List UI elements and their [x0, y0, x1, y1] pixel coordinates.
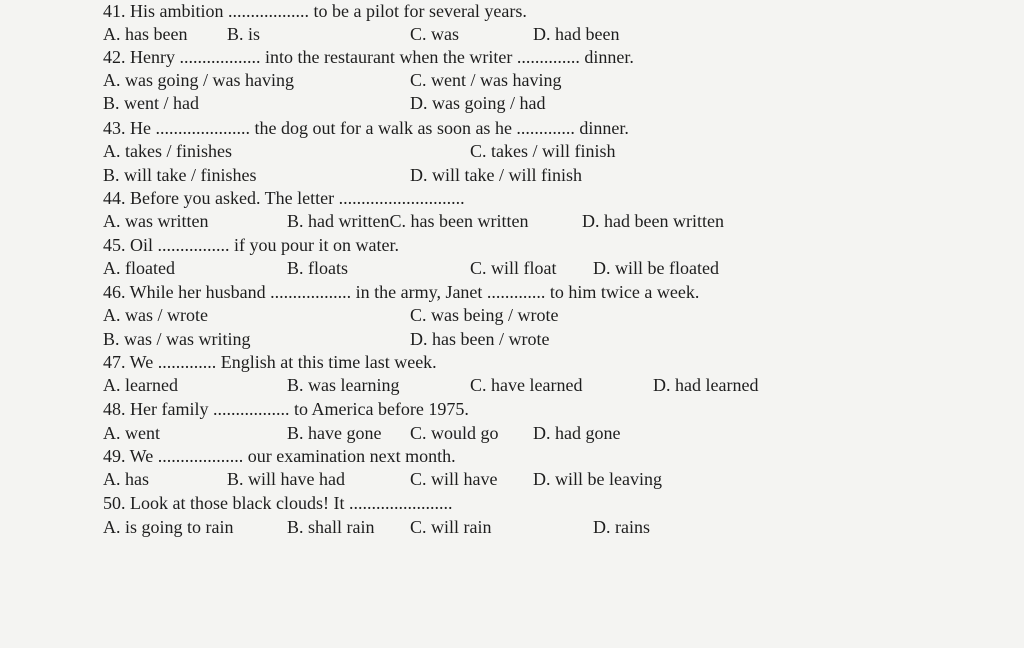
option-d: D. will be floated [593, 258, 719, 278]
option-a: A. floated [103, 258, 175, 278]
option-c: C. takes / will finish [470, 141, 616, 161]
option-d: D. was going / had [410, 93, 546, 113]
stem-text: 47. We ............. English at this time last week. [103, 352, 437, 372]
option-b: B. is [227, 24, 261, 44]
option-a: A. takes / finishes [103, 141, 232, 161]
stem-text: 49. We ................... our examination next month. [103, 446, 456, 466]
option-b: B. was learning [287, 375, 400, 395]
option-a: A. has [103, 469, 149, 489]
option-b: B. will take / finishes [103, 165, 257, 185]
option-c: C. was being / wrote [410, 305, 559, 325]
stem-text: 48. Her family ................. to America before 1975. [103, 399, 469, 419]
option-a: A. was going / was having [103, 70, 294, 90]
option-d: D. will be leaving [533, 469, 662, 489]
option-c: C. was [410, 24, 459, 44]
option-d: D. had been written [582, 211, 724, 231]
option-b: B. went / had [103, 93, 199, 113]
option-c: C. will have [410, 469, 498, 489]
option-d: D. rains [593, 517, 650, 537]
stem-text: 45. Oil ................ if you pour it on water. [103, 235, 399, 255]
option-b: B. floats [287, 258, 348, 278]
option-a: A. was / wrote [103, 305, 208, 325]
options-row [0, 516, 650, 648]
stem-text: 42. Henry .................. into the restaurant when the writer .............. dinner. [103, 47, 634, 67]
stem-text: 50. Look at those black clouds! It ....................... [103, 493, 453, 513]
option-c: C. have learned [470, 375, 583, 395]
option-c: C. would go [410, 423, 499, 443]
option-d: D. has been / wrote [410, 329, 550, 349]
option-b: B. will have had [227, 469, 345, 489]
option-d: D. had gone [533, 423, 621, 443]
option-c: C. went / was having [410, 70, 562, 90]
option-a: A. is going to rain [103, 517, 234, 537]
option-d: D. had learned [653, 375, 759, 395]
stem-text: 46. While her husband .................. in the army, Janet ............. to him twice a week. [103, 282, 700, 302]
option-d: D. had been [533, 24, 620, 44]
option-a: A. was written [103, 211, 209, 231]
option-a: A. went [103, 423, 160, 443]
option-b: B. was / was writing [103, 329, 251, 349]
stem-text: 41. His ambition .................. to be a pilot for several years. [103, 1, 527, 21]
option-c: C. will rain [410, 517, 492, 537]
option-b-c: B. had writtenC. has been written [287, 211, 529, 231]
stem-text: 43. He ..................... the dog out for a walk as soon as he ............. dinner. [103, 118, 629, 138]
option-b: B. shall rain [287, 517, 375, 537]
option-c: C. will float [470, 258, 557, 278]
stem-text: 44. Before you asked. The letter ............................ [103, 188, 465, 208]
option-a: A. learned [103, 375, 178, 395]
option-a: A. has been [103, 24, 188, 44]
option-d: D. will take / will finish [410, 165, 582, 185]
option-b: B. have gone [287, 423, 382, 443]
